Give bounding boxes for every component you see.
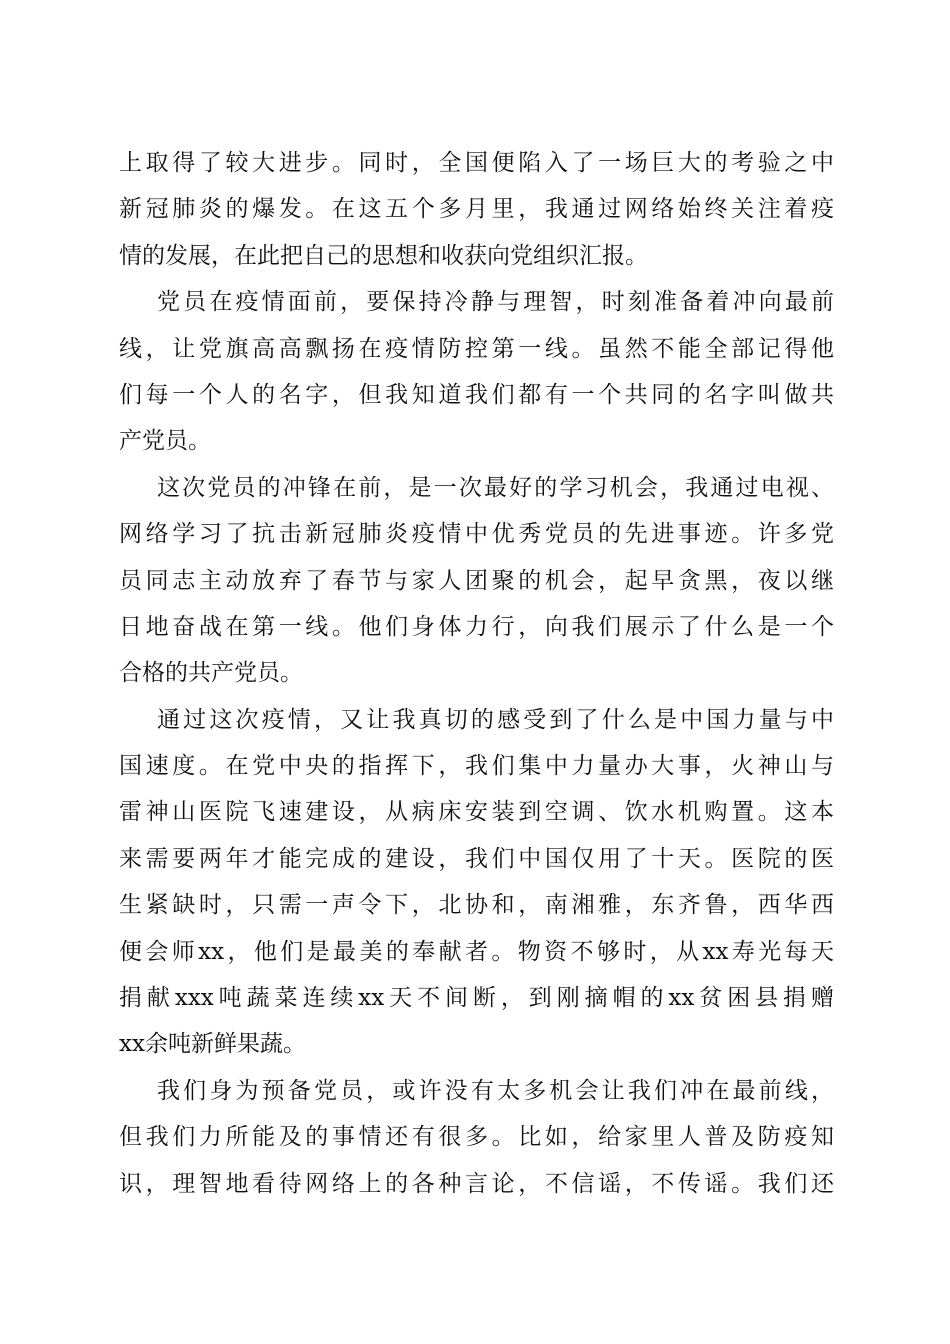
text-line: 便会师xx，他们是最美的奉献者。物资不够时，从xx寿光每天 (119, 938, 834, 965)
text-line: 产党员。 (119, 428, 211, 455)
text-line: 合格的共产党员。 (119, 660, 303, 687)
paragraph-first-line: 这次党员的冲锋在前，是一次最好的学习机会，我通过电视、 (157, 474, 834, 501)
paragraph-first-line: 通过这次疫情，又让我真切的感受到了什么是中国力量与中 (157, 706, 834, 733)
text-line: 日地奋战在第一线。他们身体力行，向我们展示了什么是一个 (119, 613, 834, 640)
text-line: 情的发展，在此把自己的思想和收获向党组织汇报。 (119, 242, 648, 269)
text-line: 捐献xxx吨蔬菜连续xx天不间断，到刚摘帽的xx贫困县捐赠 (119, 985, 834, 1012)
text-line: 新冠肺炎的爆发。在这五个多月里，我通过网络始终关注着疫 (119, 196, 834, 223)
text-line: 上取得了较大进步。同时，全国便陷入了一场巨大的考验之中 (119, 150, 834, 176)
text-line: 们每一个人的名字，但我知道我们都有一个共同的名字叫做共 (119, 381, 834, 408)
text-line: 但我们力所能及的事情还有很多。比如，给家里人普及防疫知 (119, 1124, 834, 1151)
text-line: 雷神山医院飞速建设，从病床安装到空调、饮水机购置。这本 (119, 799, 834, 826)
text-line: 员同志主动放弃了春节与家人团聚的机会，起早贪黑，夜以继 (119, 567, 834, 594)
text-line: 识，理智地看待网络上的各种言论，不信谣，不传谣。我们还 (119, 1170, 834, 1197)
text-line: 线，让党旗高高飘扬在疫情防控第一线。虽然不能全部记得他 (119, 335, 834, 362)
text-line: 网络学习了抗击新冠肺炎疫情中优秀党员的先进事迹。许多党 (119, 521, 834, 548)
text-line: xx余吨新鲜果蔬。 (119, 1031, 306, 1058)
paragraph-first-line: 党员在疫情面前，要保持冷静与理智，时刻准备着冲向最前 (157, 289, 834, 316)
text-line: 来需要两年才能完成的建设，我们中国仅用了十天。医院的医 (119, 845, 834, 872)
text-line: 生紧缺时，只需一声令下，北协和，南湘雅，东齐鲁，西华西 (119, 892, 834, 919)
paragraph-first-line: 我们身为预备党员，或许没有太多机会让我们冲在最前线， (157, 1077, 834, 1104)
body-text (119, 140, 834, 1207)
text-line: 国速度。在党中央的指挥下，我们集中力量办大事，火神山与 (119, 753, 834, 780)
